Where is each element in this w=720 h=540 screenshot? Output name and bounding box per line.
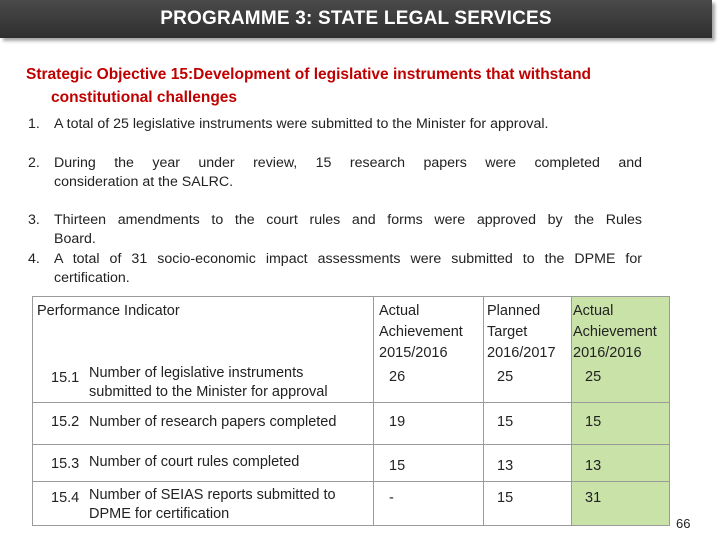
cell-planned: 25 xyxy=(497,369,514,385)
point-1 xyxy=(28,115,642,134)
header-line: 2015/2016 xyxy=(379,345,448,361)
cell-actual-prev: 15 xyxy=(389,458,406,474)
row-id: 15.1 xyxy=(51,370,80,386)
header-line: 2016/2017 xyxy=(487,345,556,361)
row-divider xyxy=(33,402,669,403)
point-number: 3. xyxy=(28,212,40,228)
indicator-line: Number of legislative instruments xyxy=(89,365,304,381)
header-line: 2016/2016 xyxy=(573,345,642,361)
cell-planned: 13 xyxy=(497,458,514,474)
point-text: A total of 25 legislative instruments were submitted to the Minister for approval. xyxy=(54,116,549,132)
cell-actual-prev: 19 xyxy=(389,414,406,430)
header-line: Actual xyxy=(379,303,420,319)
row-divider xyxy=(33,444,669,445)
point-text-line-2: certification. xyxy=(54,270,130,286)
cell-actual-prev: 26 xyxy=(389,369,406,385)
point-number: 1. xyxy=(28,116,40,132)
row-id: 15.3 xyxy=(51,456,80,472)
row-indicator xyxy=(89,364,328,402)
cell-actual-curr: 25 xyxy=(585,369,602,385)
cell-actual-curr: 13 xyxy=(585,458,602,474)
cell-actual-curr: 31 xyxy=(585,490,602,506)
point-number: 4. xyxy=(28,251,40,267)
header-performance-indicator: Performance Indicator xyxy=(37,303,180,319)
point-text-line-1: During the year under review, 15 research papers were completed and xyxy=(54,155,642,171)
point-2 xyxy=(28,154,642,192)
cell-planned: 15 xyxy=(497,490,514,506)
row-divider xyxy=(33,481,669,482)
strategic-objective xyxy=(26,63,706,109)
row-indicator: Number of research papers completed xyxy=(89,414,337,430)
point-text-line-1: Thirteen amendments to the court rules and forms were approved by the Rules xyxy=(54,212,642,228)
header-line: Achievement xyxy=(379,324,463,340)
point-text-line-2: Board. xyxy=(54,231,96,247)
row-id: 15.4 xyxy=(51,490,80,506)
page-number: 66 xyxy=(676,516,691,531)
column-divider xyxy=(483,297,484,525)
indicator-line: submitted to the Minister for approval xyxy=(89,384,328,400)
point-number: 2. xyxy=(28,155,40,171)
point-4 xyxy=(28,250,642,288)
column-divider xyxy=(571,297,572,525)
header-line: Target xyxy=(487,324,528,340)
header-line: Achievement xyxy=(573,324,657,340)
objective-line-2: constitutional challenges xyxy=(51,89,238,106)
objective-line-1: Strategic Objective 15:Development of legislative instruments that withstand xyxy=(26,66,592,83)
point-3 xyxy=(28,211,642,249)
header-planned-target xyxy=(487,301,556,364)
cell-planned: 15 xyxy=(497,414,514,430)
slide-title: PROGRAMME 3: STATE LEGAL SERVICES xyxy=(0,0,712,38)
indicator-line: Number of SEIAS reports submitted to xyxy=(89,487,336,503)
point-text-line-2: consideration at the SALRC. xyxy=(54,174,234,190)
header-line: Planned xyxy=(487,303,541,319)
header-line: Actual xyxy=(573,303,614,319)
column-divider xyxy=(373,297,374,525)
row-indicator: Number of court rules completed xyxy=(89,454,300,470)
point-text-line-1: A total of 31 socio-economic impact assessments were submitted to the DPME for xyxy=(54,251,642,267)
cell-actual-prev: - xyxy=(389,490,394,506)
row-indicator xyxy=(89,486,336,524)
performance-table xyxy=(32,296,670,526)
cell-actual-curr: 15 xyxy=(585,414,602,430)
row-id: 15.2 xyxy=(51,414,80,430)
header-actual-achievement-curr xyxy=(573,301,657,364)
header-actual-achievement-prev xyxy=(379,301,463,364)
indicator-line: DPME for certification xyxy=(89,506,230,522)
